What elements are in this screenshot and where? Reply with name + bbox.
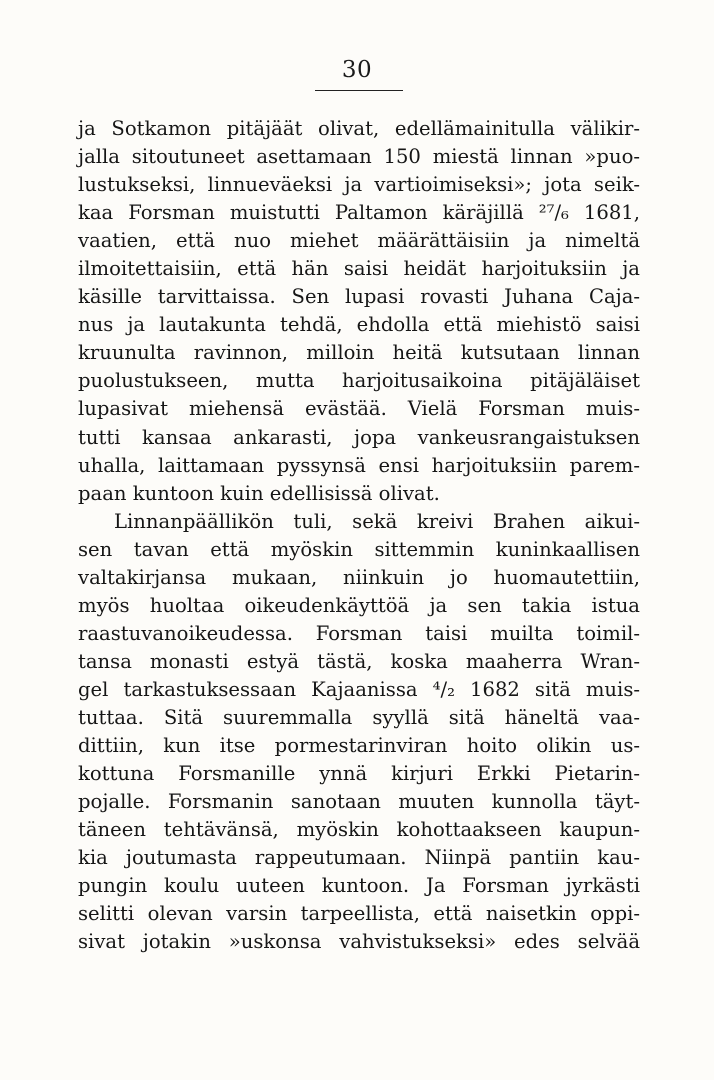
text-line: käsille tarvittaissa. Sen lupasi rovasti Juhana Caja- (78, 285, 640, 309)
text-line: vaatien, että nuo miehet määrättäisiin ja nimeltä (78, 229, 640, 253)
body-text (78, 115, 640, 956)
text-line: lupasivat miehensä evästää. Vielä Forsman muis- (78, 397, 640, 421)
text-line: lustukseksi, linnueväeksi ja vartioimiseksi»; jota seik- (78, 173, 640, 197)
text-line: sivat jotakin »uskonsa vahvistukseksi» edes selvää (78, 930, 640, 954)
text-line: puolustukseen, mutta harjoitusaikoina pitäjäläiset (78, 369, 640, 393)
text-line: kottuna Forsmanille ynnä kirjuri Erkki Pietarin- (78, 762, 640, 786)
page-number-rule (315, 90, 403, 91)
text-line: nus ja lautakunta tehdä, ehdolla että miehistö saisi (78, 313, 640, 337)
text-line: raastuvanoikeudessa. Forsman taisi muilta toimil- (78, 621, 640, 645)
text-line: jalla sitoutuneet asettamaan 150 miestä linnan »puo- (78, 145, 640, 169)
text-line: kaa Forsman muistutti Paltamon käräjillä ²⁷/₆ 1681, (78, 201, 640, 225)
text-line: tuttaa. Sitä suuremmalla syyllä sitä häneltä vaa- (78, 705, 640, 729)
text-line: gel tarkastuksessaan Kajaanissa ⁴/₂ 1682 sitä muis- (78, 677, 640, 701)
text-line: pungin koulu uuteen kuntoon. Ja Forsman jyrkästi (78, 874, 640, 898)
text-line: dittiin, kun itse pormestarinviran hoito olikin us- (78, 734, 640, 758)
text-line: kruunulta ravinnon, milloin heitä kutsutaan linnan (78, 341, 640, 365)
text-line-paragraph-start: Linnanpäällikön tuli, sekä kreivi Brahen aikui- (114, 509, 640, 533)
text-line: selitti olevan varsin tarpeellista, että naisetkin oppi- (78, 902, 640, 926)
text-line: tansa monasti estyä tästä, koska maaherra Wran- (78, 649, 640, 673)
text-line: ja Sotkamon pitäjäät olivat, edellämainitulla välikir- (78, 117, 640, 140)
page-number: 30 (341, 57, 373, 83)
text-line: ilmoitettaisiin, että hän saisi heidät harjoituksiin ja (78, 257, 640, 281)
text-line: sen tavan että myöskin sittemmin kuninkaallisen (78, 537, 640, 561)
text-line: myös huoltaa oikeudenkäyttöä ja sen takia istua (78, 593, 640, 617)
text-line: uhalla, laittamaan pyssynsä ensi harjoituksiin parem- (78, 453, 640, 477)
text-line-paragraph-end: paan kuntoon kuin edellisissä olivat. (78, 481, 440, 505)
text-line: valtakirjansa mukaan, niinkuin jo huomautettiin, (78, 565, 640, 589)
text-line: pojalle. Forsmanin sanotaan muuten kunnolla täyt- (78, 790, 640, 814)
text-line: kia joutumasta rappeutumaan. Niinpä pantiin kau- (78, 846, 640, 870)
text-line: täneen tehtävänsä, myöskin kohottaakseen kaupun- (78, 818, 640, 842)
text-line: tutti kansaa ankarasti, jopa vankeusrangaistuksen (78, 425, 640, 449)
